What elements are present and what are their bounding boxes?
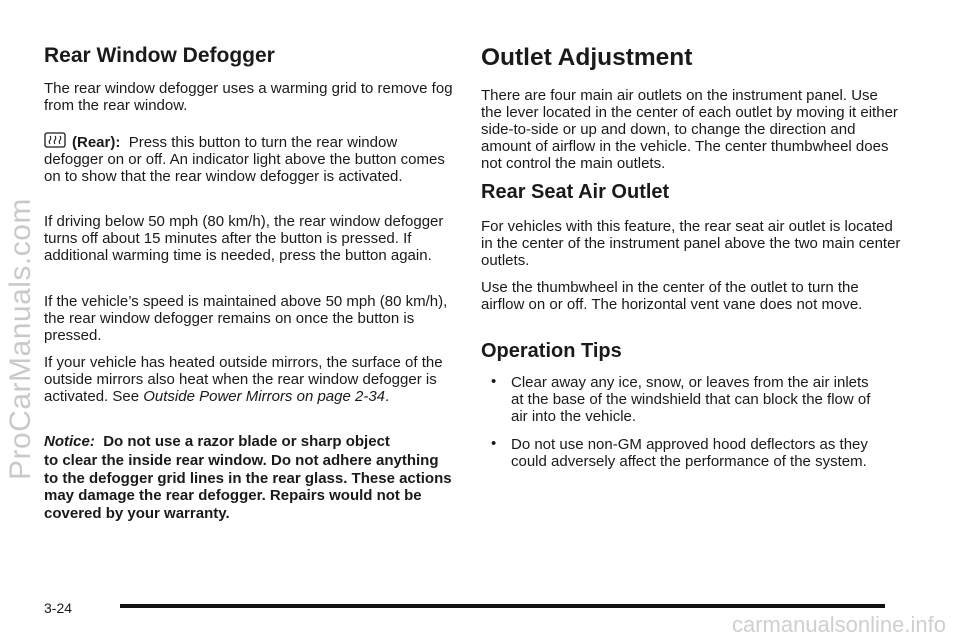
section-title-rear-seat-air-outlet: Rear Seat Air Outlet [481,181,670,203]
notice-text-1: Do not use a razor blade or sharp object [103,433,390,450]
bullet-dot: • [491,373,497,390]
rear-label: (Rear): [72,134,121,151]
rear-text-2: defogger on or off. An indicator light above the button comes on to show that the rear window defogger is activated. [44,151,445,185]
notice-label: Notice: [44,433,95,450]
footer-rule [120,604,885,608]
rear-seat-text-1: For vehicles with this feature, the rear seat air outlet is located in the center of the instrument panel above the two main center outlets. [481,218,901,269]
outlet-text: There are four main air outlets on the instrument panel. Use the lever located in the center of each outlet by moving it either side-to-side or up and down, to change the direction and amount of airflow in the vehicle. The center thumbwheel does not control the main outlets. [481,87,898,172]
side-watermark: ProCarManuals.com [4,198,37,480]
para-mirrors-end: . [385,388,390,405]
bottom-watermark: carmanualsonline.info [731,612,946,637]
notice-line-1 [44,433,454,451]
para-speed-below: If driving below 50 mph (80 km/h), the rear window defogger turns off about 15 minutes after the button is pressed. If additional warming time is needed, press the button again. [44,213,444,264]
tip-text: Clear away any ice, snow, or leaves from the air inlets at the base of the windshield that can block the flow of air into the vehicle. [511,374,871,425]
para-mirrors [44,354,454,405]
section-title-outlet-adjustment: Outlet Adjustment [481,44,693,71]
section-title-rear-window-defogger: Rear Window Defogger [44,44,275,67]
para-speed-above: If the vehicle’s speed is maintained above 50 mph (80 km/h), the rear window defogger remains on once the button is pressed. [44,293,448,344]
section-title-operation-tips: Operation Tips [481,340,622,362]
page-number: 3-24 [44,600,73,616]
bullet-dot: • [491,435,497,452]
para-mirrors-text: If your vehicle has heated outside mirrors, the surface of the outside mirrors also heat when the rear window defogger is activated. See [44,354,443,405]
notice-text-2: to clear the inside rear window. Do not adhere anything to the defogger grid lines in the rear glass. These actions may damage the rear defogger. Repairs would not be covered by your warranty. [44,452,452,522]
tip-text: Do not use non-GM approved hood deflectors as they could adversely affect the performance of the system. [511,436,868,470]
defogger-intro: The rear window defogger uses a warming grid to remove fog from the rear window. [44,80,453,114]
outside-mirrors-link[interactable]: Outside Power Mirrors on page 2-34 [143,388,386,405]
rear-seat-text-2: Use the thumbwheel in the center of the outlet to turn the airflow on or off. The horizontal vent vane does not move. [481,279,863,313]
rear-text-1: Press this button to turn the rear window [128,134,398,151]
